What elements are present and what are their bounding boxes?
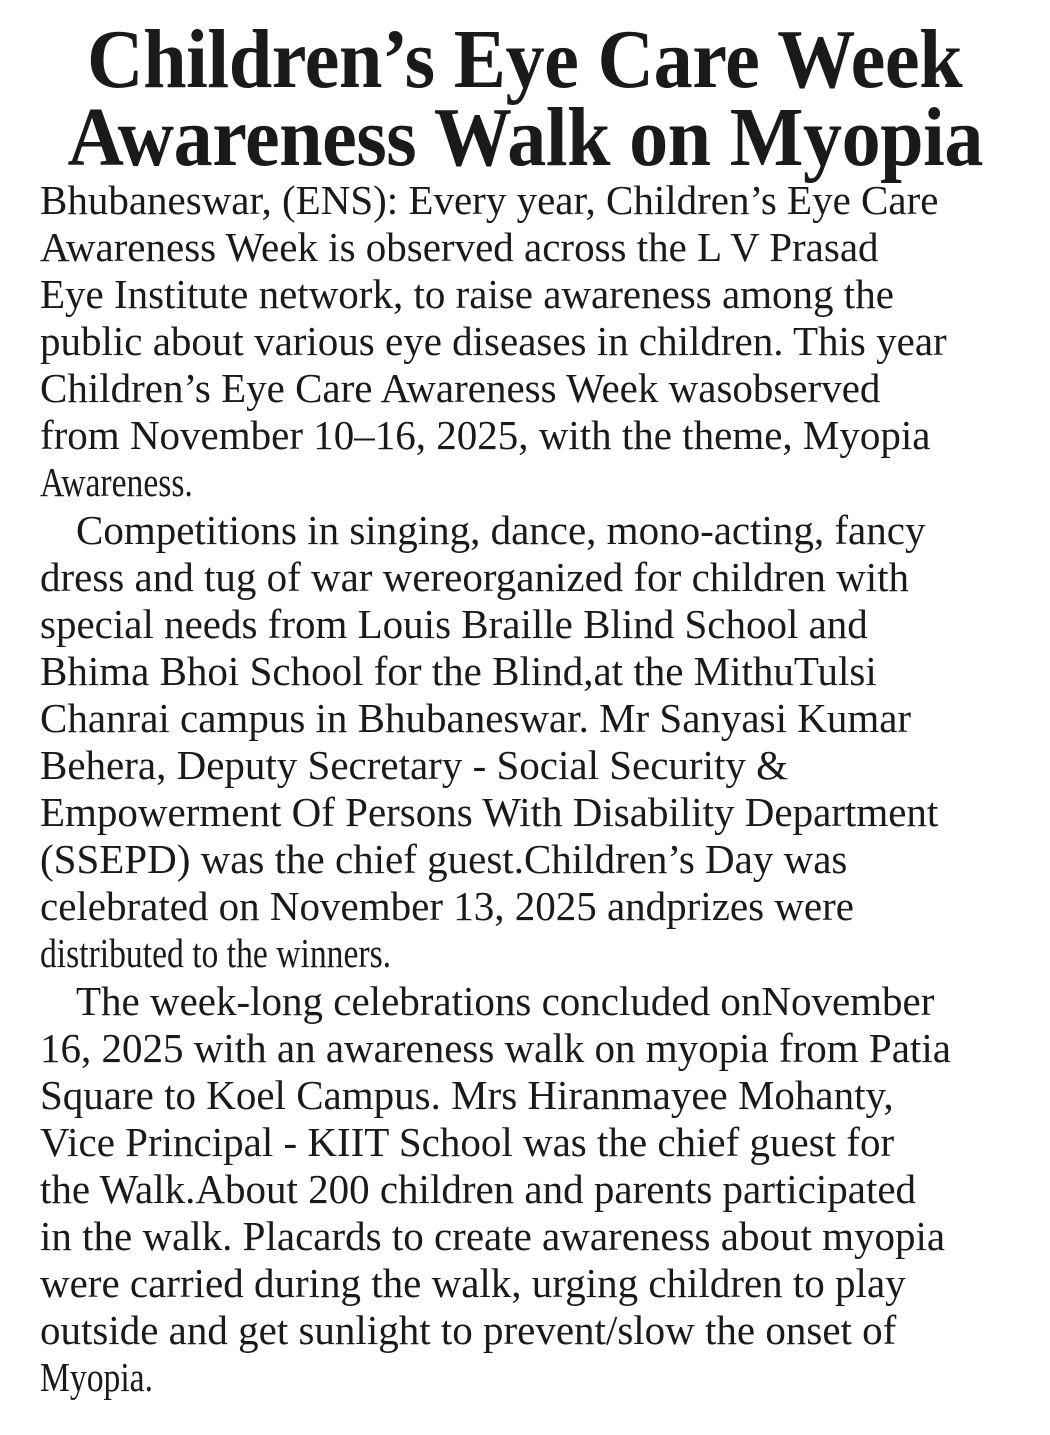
article-line <box>40 177 1005 223</box>
article-line <box>40 459 1005 505</box>
article-line-text: Chanrai campus in Bhubaneswar. Mr Sanyasi Kumar <box>40 695 912 741</box>
article-line-text: distributed to the winners. <box>40 930 392 976</box>
article-line <box>40 789 1005 835</box>
article-line-text: dress and tug of war wereorganized for children with <box>40 554 910 600</box>
article-line-text: (SSEPD) was the chief guest.Children’s Day was <box>40 836 848 882</box>
article-line-text: The week-long celebrations concluded onNovember <box>76 978 935 1024</box>
article-line-text: Vice Principal - KIIT School was the chief guest for <box>40 1119 895 1165</box>
article-line <box>40 648 1005 694</box>
article-line <box>40 1307 1005 1353</box>
article-line-text: Square to Koel Campus. Mrs Hiranmayee Mohanty, <box>40 1072 894 1118</box>
article-line <box>40 742 1005 788</box>
article-line-text: Empowerment Of Persons With Disability Department <box>40 789 939 835</box>
article-line-text: Awareness Week is observed across the L V Prasad <box>40 224 879 270</box>
article-line-text: Bhubaneswar, (ENS): Every year, Children’s Eye Care <box>40 177 939 223</box>
article-line <box>40 412 1005 458</box>
article-line <box>40 1166 1005 1212</box>
article-line <box>40 1354 1005 1400</box>
article-line <box>40 271 1005 317</box>
article-line <box>40 601 1005 647</box>
article-line <box>40 1213 1005 1259</box>
article-line-text: from November 10–16, 2025, with the theme, Myopia <box>40 412 931 458</box>
article-line-text: Bhima Bhoi School for the Blind,at the MithuTulsi <box>40 648 877 694</box>
article-line <box>40 365 1005 411</box>
article-line-text: Behera, Deputy Secretary - Social Security & <box>40 742 788 788</box>
article-line-text: special needs from Louis Braille Blind School and <box>40 601 868 647</box>
article-line <box>40 883 1005 929</box>
article-line-text: Eye Institute network, to raise awareness among the <box>40 271 894 317</box>
article-line <box>40 1025 1005 1071</box>
article-line-text: 16, 2025 with an awareness walk on myopia from Patia <box>40 1025 951 1071</box>
headline-line-2 <box>0 91 1050 184</box>
article-line-text: Children’s Eye Care Awareness Week wasobserved <box>40 365 881 411</box>
article-line <box>40 224 1005 270</box>
article-line <box>40 695 1005 741</box>
article-line <box>40 318 1005 364</box>
article-line <box>40 507 1005 553</box>
article-line-text: celebrated on November 13, 2025 andprizes were <box>40 883 854 929</box>
article-line-text: the Walk.About 200 children and parents participated <box>40 1166 917 1212</box>
article-line <box>40 930 1005 976</box>
article-line <box>40 554 1005 600</box>
article-line-text: in the walk. Placards to create awareness about myopia <box>40 1213 946 1259</box>
article-line <box>40 1260 1005 1306</box>
headline-text-2: Awareness Walk on Myopia <box>67 91 983 184</box>
article-line-text: Myopia. <box>40 1354 153 1400</box>
article-line-text: Awareness. <box>40 459 193 505</box>
article-line-text: public about various eye diseases in children. This year <box>40 318 947 364</box>
article-line <box>40 978 1005 1024</box>
article-line <box>40 836 1005 882</box>
article-line-text: were carried during the walk, urging children to play <box>40 1260 906 1306</box>
headline-text-1: Children’s Eye Care Week <box>87 13 963 106</box>
article-line <box>40 1072 1005 1118</box>
article-line-text: outside and get sunlight to prevent/slow the onset of <box>40 1307 897 1353</box>
headline-line-1 <box>0 13 1050 106</box>
article-line-text: Competitions in singing, dance, mono-acting, fancy <box>76 507 926 553</box>
article-line <box>40 1119 1005 1165</box>
